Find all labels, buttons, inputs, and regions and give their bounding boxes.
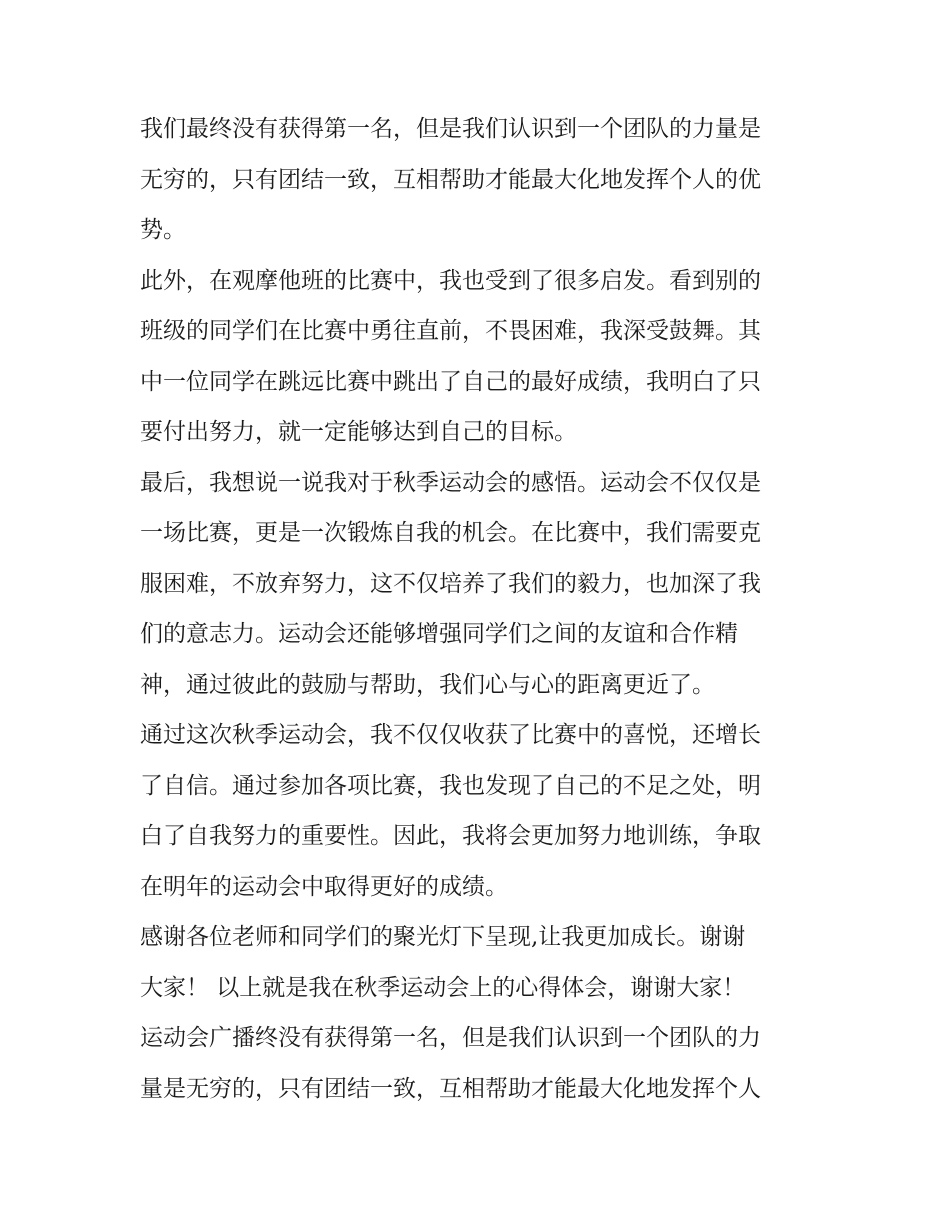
- text-line: 量是无穷的，只有团结一致，互相帮助才能最大化地发挥个人: [140, 1075, 761, 1102]
- text-line: 无穷的，只有团结一致，互相帮助才能最大化地发挥个人的优: [140, 166, 761, 193]
- text-line: 要付出努力，就一定能够达到自己的目标。: [140, 419, 577, 445]
- text-line: 感谢各位老师和同学们的聚光灯下呈现,让我更加成长。谢谢: [140, 924, 746, 950]
- text-line: 在明年的运动会中取得更好的成绩。: [140, 873, 508, 900]
- text-line: 们的意志力。运动会还能够增强同学们之间的友谊和合作精: [140, 621, 738, 647]
- text-line: 了自信。通过参加各项比赛，我也发现了自己的不足之处，明: [140, 772, 761, 799]
- text-line: 此外，在观摩他班的比赛中，我也受到了很多启发。看到别的: [140, 267, 761, 294]
- text-line: 最后，我想说一说我对于秋季运动会的感悟。运动会不仅仅是: [140, 469, 761, 496]
- text-line: 白了自我努力的重要性。因此，我将会更加努力地训练，争取: [140, 823, 761, 849]
- text-line: 势。: [140, 217, 186, 243]
- text-line: 班级的同学们在比赛中勇往直前，不畏困难，我深受鼓舞。其: [140, 318, 761, 344]
- text-line: 大家！ 以上就是我在秋季运动会上的心得体会，谢谢大家！: [140, 974, 746, 1001]
- text-line: 运动会广播终没有获得第一名，但是我们认识到一个团队的力: [140, 1025, 761, 1051]
- text-line: 中一位同学在跳远比赛中跳出了自己的最好成绩，我明白了只: [140, 368, 761, 395]
- text-line: 服困难，不放弃努力，这不仅培养了我们的毅力，也加深了我: [140, 570, 761, 597]
- text-line: 神，通过彼此的鼓励与帮助，我们心与心的距离更近了。: [140, 671, 715, 698]
- text-line: 通过这次秋季运动会，我不仅仅收获了比赛中的喜悦，还增长: [140, 722, 761, 748]
- text-line: 一场比赛，更是一次锻炼自我的机会。在比赛中，我们需要克: [140, 520, 761, 546]
- document-body: [140, 104, 812, 1114]
- text-line: 我们最终没有获得第一名，但是我们认识到一个团队的力量是: [140, 116, 761, 142]
